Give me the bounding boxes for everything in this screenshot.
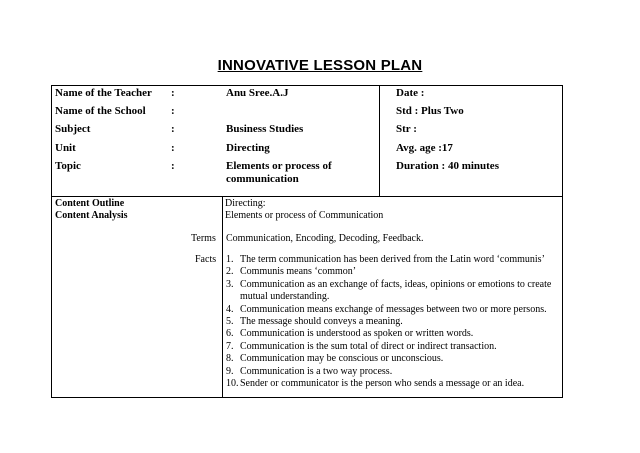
unit-colon: : — [171, 142, 175, 154]
fact-text: The message should conveys a meaning. — [240, 316, 403, 328]
content-heading-directing: Directing: — [225, 198, 266, 209]
fact-text: Sender or communicator is the person who sends a message or an idea. — [240, 378, 525, 390]
fact-number: 6. — [226, 328, 234, 340]
topic-value: Elements or process of communication — [226, 160, 332, 185]
facts-label: Facts — [195, 254, 217, 265]
unit-value: Directing — [226, 142, 270, 154]
fact-text: The term communication has been derived from the Latin word ‘communis’ — [240, 254, 545, 265]
std-field: Std : Plus Two — [396, 105, 464, 117]
fact-number: 2. — [226, 266, 234, 278]
unit-label: Unit — [55, 142, 76, 154]
list-item — [226, 266, 556, 278]
fact-text: Communication may be conscious or unconscious. — [240, 353, 444, 365]
fact-number: 10. — [226, 378, 239, 390]
fact-number: 1. — [226, 254, 234, 265]
teacher-label: Name of the Teacher — [55, 87, 152, 99]
content-divider — [222, 197, 223, 397]
content-outline-label: Content Outline — [55, 198, 125, 209]
duration-field: Duration : 40 minutes — [396, 160, 499, 172]
list-item — [226, 279, 556, 304]
page-title: INNOVATIVE LESSON PLAN — [217, 57, 423, 74]
topic-colon: : — [171, 160, 175, 172]
fact-text: Communication is a two way process. — [240, 365, 393, 377]
fact-number: 7. — [226, 340, 234, 352]
fact-text: Communication is the sum total of direct or indirect transaction. — [240, 340, 497, 352]
content-analysis-label: Content Analysis — [55, 210, 128, 221]
fact-number: 8. — [226, 353, 234, 365]
list-item — [226, 378, 556, 390]
list-item — [226, 316, 556, 328]
teacher-value: Anu Sree.A.J — [226, 87, 289, 99]
facts-list — [226, 254, 556, 390]
avg-age-field: Avg. age :17 — [396, 142, 453, 154]
list-item — [226, 353, 556, 365]
list-item — [226, 366, 556, 378]
fact-number: 9. — [226, 365, 234, 377]
list-item — [226, 341, 556, 353]
subject-colon: : — [171, 123, 175, 135]
fact-text: Communication as an exchange of facts, ideas, opinions or emotions to create mutual understanding. — [240, 278, 552, 303]
school-label: Name of the School — [55, 105, 146, 117]
date-field: Date : — [396, 87, 425, 99]
str-field: Str : — [396, 123, 417, 135]
content-heading-topic: Elements or process of Communication — [225, 210, 384, 221]
fact-text: Communication is understood as spoken or written words. — [240, 328, 474, 340]
subject-label: Subject — [55, 123, 91, 135]
terms-value: Communication, Encoding, Decoding, Feedback. — [226, 233, 424, 244]
fact-text: Communication means exchange of messages between two or more persons. — [240, 303, 547, 315]
info-divider — [379, 86, 380, 196]
school-colon: : — [171, 105, 175, 117]
fact-text: Communis means ‘common’ — [240, 266, 357, 278]
topic-label: Topic — [55, 160, 81, 172]
fact-number: 5. — [226, 316, 234, 328]
subject-value: Business Studies — [226, 123, 304, 135]
teacher-colon: : — [171, 87, 175, 99]
fact-number: 3. — [226, 278, 234, 290]
terms-label: Terms — [191, 233, 216, 244]
list-item — [226, 328, 556, 340]
list-item — [226, 304, 556, 316]
list-item — [226, 254, 556, 266]
fact-number: 4. — [226, 303, 234, 315]
